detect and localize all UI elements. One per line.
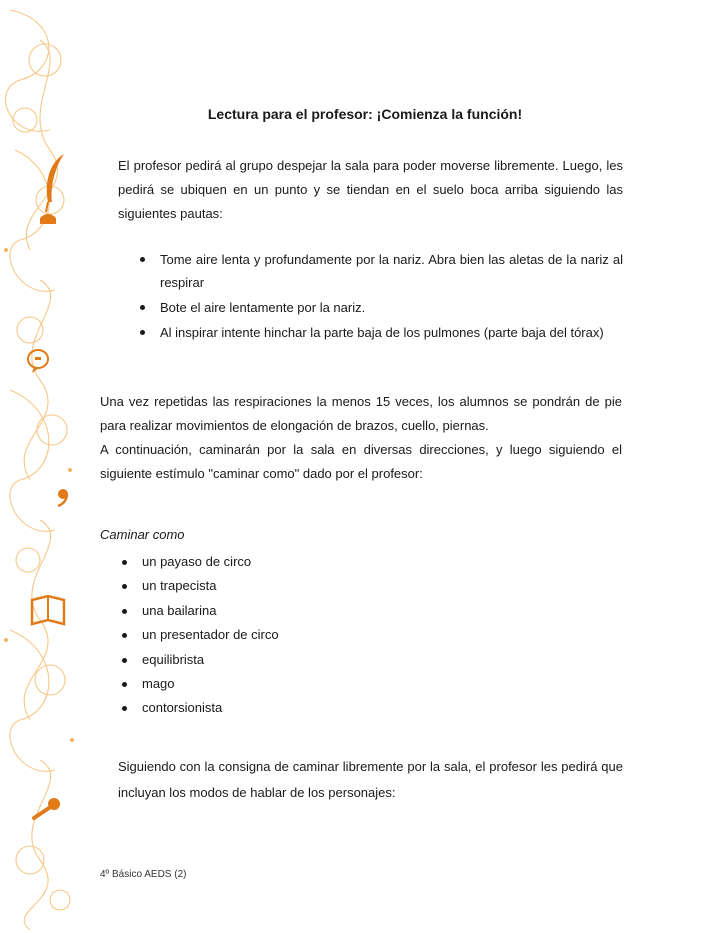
book-icon bbox=[28, 594, 68, 628]
page-title: Lectura para el profesor: ¡Comienza la función! bbox=[207, 106, 523, 122]
list-item: un payaso de circo bbox=[120, 550, 279, 574]
quill-icon bbox=[36, 152, 68, 232]
microphone-icon bbox=[30, 796, 62, 822]
list-item: un trapecista bbox=[120, 574, 279, 598]
closing-paragraph: Siguiendo con la consigna de caminar libremente por la sala, el profesor les pedirá que incluyan los modos de hablar de los personajes: bbox=[118, 759, 623, 800]
list-item: mago bbox=[120, 672, 279, 696]
list-item: contorsionista bbox=[120, 696, 279, 720]
speech-bubble-icon bbox=[26, 348, 50, 374]
paragraph-repetitions: Una vez repetidas las respiraciones la menos 15 veces, los alumnos se pondrán de pie para realizar movimientos de elongación de brazos, cuello, piernas. bbox=[100, 394, 622, 433]
comma-icon bbox=[54, 488, 70, 508]
list-item: equilibrista bbox=[120, 648, 279, 672]
caminar-como-label: Caminar como bbox=[100, 527, 185, 542]
characters-list bbox=[120, 550, 279, 721]
list-item: Bote el aire lentamente por la nariz. bbox=[140, 296, 623, 319]
list-item: Tome aire lenta y profundamente por la nariz. Abra bien las aletas de la nariz al respirar bbox=[140, 248, 623, 294]
list-item: un presentador de circo bbox=[120, 623, 279, 647]
decorative-swirl-border bbox=[0, 0, 82, 933]
list-item: Al inspirar intente hinchar la parte baja de los pulmones (parte baja del tórax) bbox=[140, 321, 623, 344]
page-footer: 4º Básico AEDS (2) bbox=[100, 869, 187, 880]
paragraph-walking: A continuación, caminarán por la sala en diversas direcciones, y luego siguiendo el siguiente estímulo "caminar como" dado por el profesor: bbox=[100, 442, 622, 481]
body-text bbox=[100, 390, 622, 486]
list-item: una bailarina bbox=[120, 599, 279, 623]
breathing-steps-list bbox=[140, 248, 623, 346]
intro-paragraph: El profesor pedirá al grupo despejar la sala para poder moverse libremente. Luego, les pedirá se ubiquen en un punto y se tiendan en el suelo boca arriba siguiendo las siguientes pautas: bbox=[118, 158, 623, 221]
